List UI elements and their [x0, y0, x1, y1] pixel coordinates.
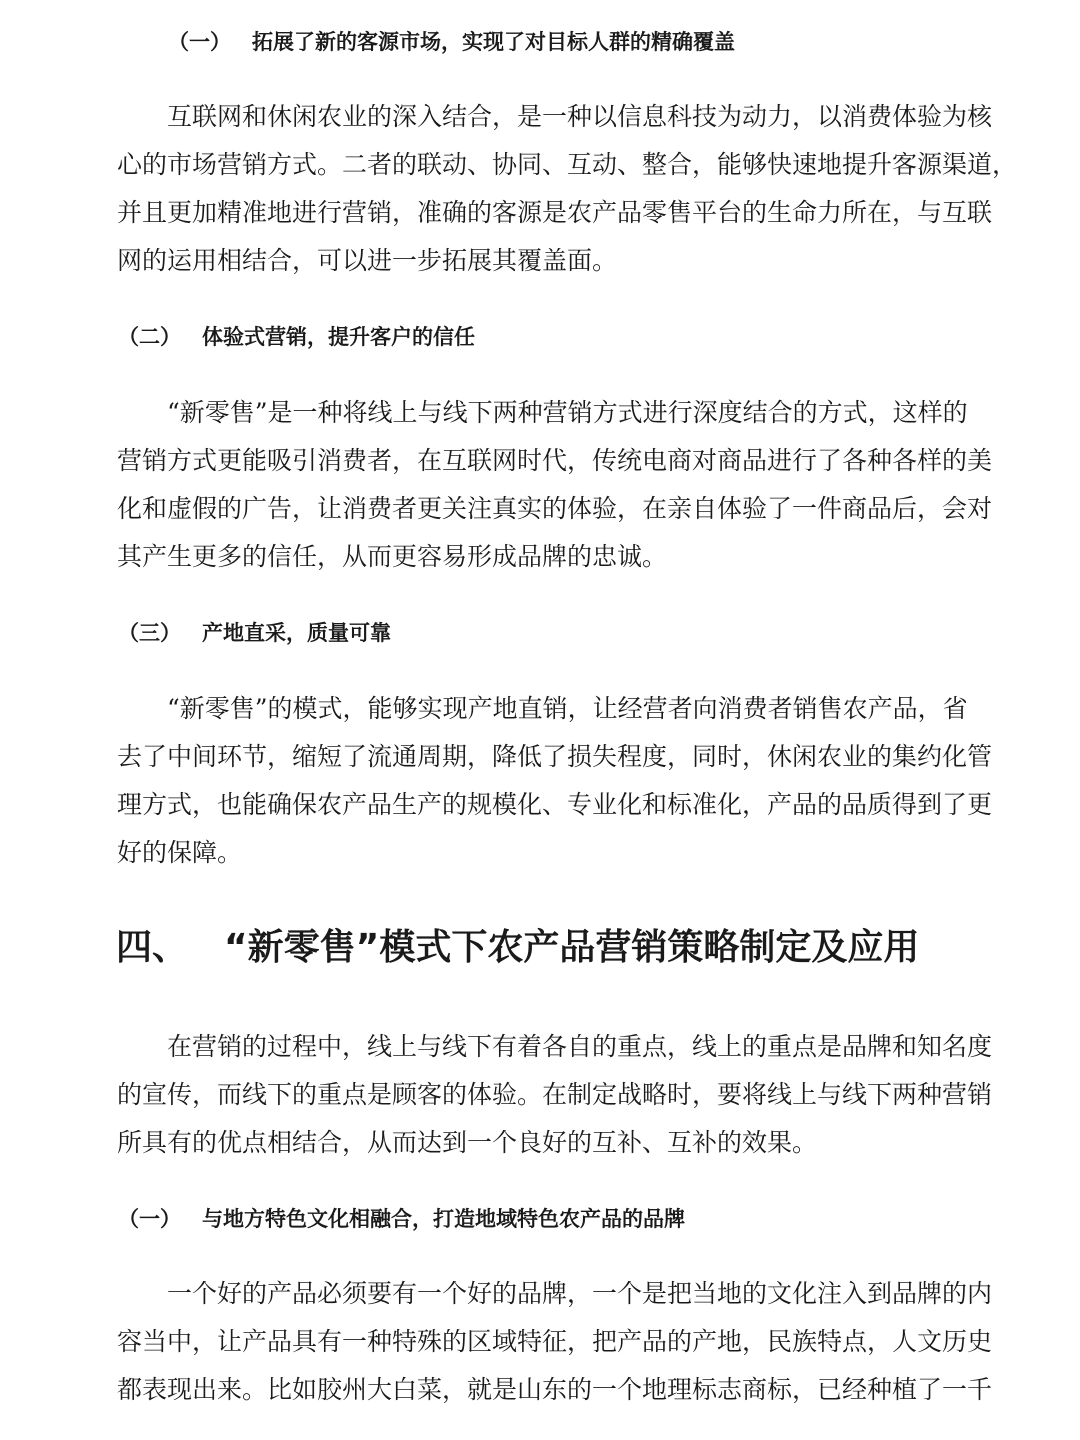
section-number: （三）	[118, 621, 181, 645]
section-title: 产地直采，质量可靠	[202, 621, 391, 645]
paragraph-line: 并且更加精准地进行营销，准确的客源是农产品零售平台的生命力所在，与互联	[117, 198, 993, 227]
section-title: 拓展了新的客源市场，实现了对目标人群的精确覆盖	[252, 30, 735, 54]
paragraph-line: 容当中，让产品具有一种特殊的区域特征，把产品的产地，民族特点，人文历史	[117, 1327, 993, 1356]
paragraph-line: 互联网和休闲农业的深入结合，是一种以信息科技为动力，以消费体验为核	[117, 102, 993, 131]
section-number: （一）	[168, 30, 231, 54]
section-2-paragraph	[117, 389, 993, 581]
paragraph-line: 都表现出来。比如胶州大白菜，就是山东的一个地理标志商标，已经种植了一千	[117, 1375, 993, 1404]
subsection-1-paragraph	[117, 1270, 993, 1414]
paragraph-line: 去了中间环节，缩短了流通周期，降低了损失程度，同时，休闲农业的集约化管	[117, 742, 993, 771]
chapter-number: 四、	[116, 927, 189, 968]
section-title: 与地方特色文化相融合，打造地域特色农产品的品牌	[202, 1207, 685, 1231]
paragraph-line: 其产生更多的信任，从而更容易形成品牌的忠诚。	[117, 542, 668, 571]
paragraph-line: 理方式，也能确保农产品生产的规模化、专业化和标准化，产品的品质得到了更	[117, 790, 993, 819]
paragraph-line: 一个好的产品必须要有一个好的品牌，一个是把当地的文化注入到品牌的内	[117, 1279, 993, 1308]
section-number: （一）	[118, 1207, 181, 1231]
paragraph-line: 化和虚假的广告，让消费者更关注真实的体验，在亲自体验了一件商品后，会对	[117, 494, 993, 523]
section-number: （二）	[118, 325, 181, 349]
paragraph-line: “新零售”的模式，能够实现产地直销，让经营者向消费者销售农产品，省	[117, 694, 968, 723]
paragraph-line: 网的运用相结合，可以进一步拓展其覆盖面。	[117, 246, 618, 275]
section-title: 体验式营销，提升客户的信任	[202, 325, 475, 349]
section-3-paragraph	[117, 685, 993, 877]
paragraph-line: 的宣传，而线下的重点是顾客的体验。在制定战略时，要将线上与线下两种营销	[117, 1080, 993, 1109]
paragraph-line: “新零售”是一种将线上与线下两种营销方式进行深度结合的方式，这样的	[117, 398, 968, 427]
chapter-title: “新零售”模式下农产品营销策略制定及应用	[224, 927, 920, 968]
paragraph-line: 好的保障。	[117, 838, 243, 867]
section-1-paragraph	[117, 93, 1018, 285]
paragraph-line: 在营销的过程中，线上与线下有着各自的重点，线上的重点是品牌和知名度	[117, 1032, 993, 1061]
paragraph-line: 所具有的优点相结合，从而达到一个良好的互补、互补的效果。	[117, 1128, 818, 1157]
paragraph-line: 心的市场营销方式。二者的联动、协同、互动、整合，能够快速地提升客源渠道，	[117, 150, 1018, 179]
paragraph-line: 营销方式更能吸引消费者，在互联网时代，传统电商对商品进行了各种各样的美	[117, 446, 993, 475]
chapter-intro-paragraph	[117, 1023, 993, 1167]
